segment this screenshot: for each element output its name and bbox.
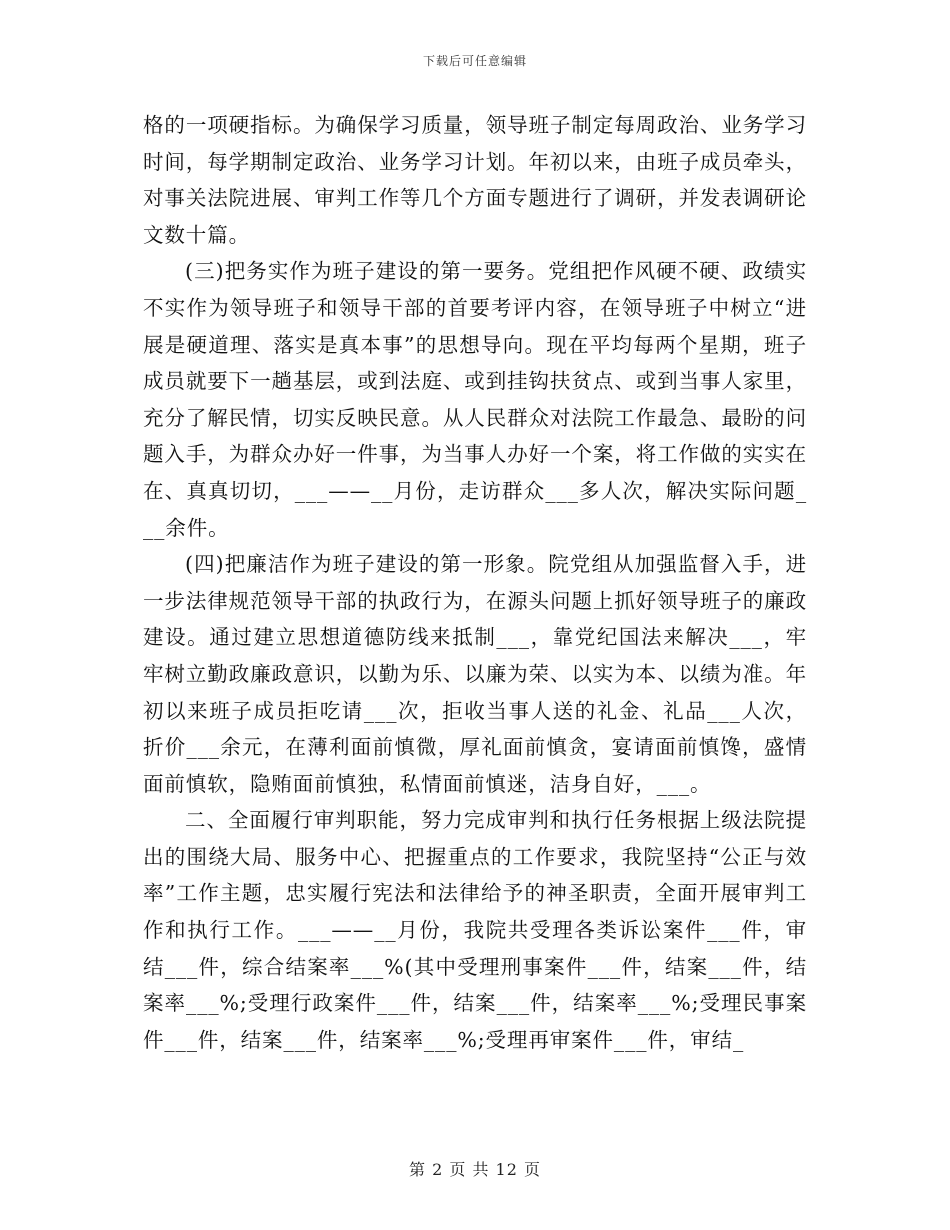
page-number: 第 2 页 共 12 页 [409, 1160, 541, 1179]
paragraph-3: (四)把廉洁作为班子建设的第一形象。院党组从加强监督入手，进一步法律规范领导干部的执政行为，在源头问题上抓好领导班子的廉政建设。通过建立思想道德防线来抵制___，靠党纪国法来解决___，牢牢树立勤政廉政意识，以勤为乐、以廉为荣、以实为本、以绩为准。年初以来班子成员拒吃请___次，拒收当事人送的礼金、礼品___人次，折价___余元，在薄利面前慎微，厚礼面前慎贪，宴请面前慎馋，盛情面前慎软，隐贿面前慎独，私情面前慎迷，洁身自好，___。 [143, 552, 807, 796]
paragraph-4: 二、全面履行审判职能，努力完成审判和执行任务根据上级法院提出的围绕大局、服务中心、把握重点的工作要求，我院坚持“公正与效率”工作主题，忠实履行宪法和法律给予的神圣职责，全面开展审判工作和执行工作。___——__月份，我院共受理各类诉讼案件___件，审结___件，综合结案率___%(其中受理刑事案件___件，结案___件，结案率___%;受理行政案件___件，结案___件，结案率___%;受理民事案件___件，结案___件，结案率___%;受理再审案件___件，审结_ [143, 808, 807, 1052]
document-body [143, 107, 807, 1058]
page-header: 下载后可任意编辑 [422, 54, 527, 68]
paragraph-1: 格的一项硬指标。为确保学习质量，领导班子制定每周政治、业务学习时间，每学期制定政治、业务学习计划。年初以来，由班子成员牵头，对事关法院进展、审判工作等几个方面专题进行了调研，并发表调研论文数十篇。 [143, 113, 807, 247]
paragraph-2: (三)把务实作为班子建设的第一要务。党组把作风硬不硬、政绩实不实作为领导班子和领导干部的首要考评内容，在领导班子中树立“进展是硬道理、落实是真本事”的思想导向。现在平均每两个星期，班子成员就要下一趟基层，或到法庭、或到挂钩扶贫点、或到当事人家里，充分了解民情，切实反映民意。从人民群众对法院工作最急、最盼的问题入手，为群众办好一件事，为当事人办好一个案，将工作做的实实在在、真真切切，___——__月份，走访群众___多人次，解决实际问题___余件。 [143, 259, 807, 540]
